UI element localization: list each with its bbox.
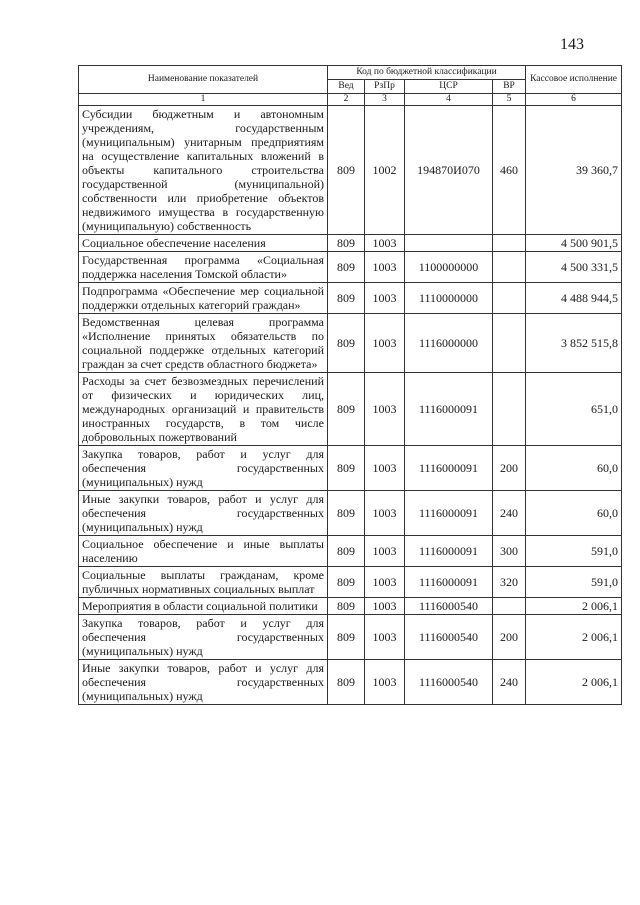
- amount-cell: 2 006,1: [526, 615, 622, 660]
- column-number: 6: [526, 94, 622, 106]
- vr-cell: 300: [493, 536, 526, 567]
- rzpr-cell: 1003: [365, 615, 405, 660]
- column-number-row: [79, 94, 622, 106]
- row-name-cell: Закупка товаров, работ и услуг для обеспечения государственных (муниципальных) нужд: [79, 446, 328, 491]
- row-name-cell: Ведомственная целевая программа «Исполнение принятых обязательств по социальной поддержке отдельных категорий граждан за счет средств областного бюджета»: [79, 314, 328, 373]
- rzpr-cell: 1003: [365, 446, 405, 491]
- table-row: [79, 615, 622, 660]
- vr-cell: [493, 252, 526, 283]
- table-row: [79, 567, 622, 598]
- ved-cell: 809: [328, 314, 365, 373]
- vr-cell: [493, 314, 526, 373]
- column-number: 3: [365, 94, 405, 106]
- row-name-cell: Субсидии бюджетным и автономным учреждениям, государственным (муниципальным) унитарным предприятиям на осуществление капитальных вложений в объекты капитального строительства государственной (муниципальной) собственности или приобретение объектов недвижимого имущества в государственную (муниципальную) собственность: [79, 106, 328, 235]
- rzpr-cell: 1003: [365, 598, 405, 615]
- table-row: [79, 283, 622, 314]
- vr-cell: 460: [493, 106, 526, 235]
- ved-cell: 809: [328, 106, 365, 235]
- csr-cell: 1110000000: [405, 283, 493, 314]
- row-name-cell: Иные закупки товаров, работ и услуг для обеспечения государственных (муниципальных) нужд: [79, 491, 328, 536]
- table-row: [79, 314, 622, 373]
- ved-cell: 809: [328, 567, 365, 598]
- amount-cell: 591,0: [526, 567, 622, 598]
- ved-cell: 809: [328, 252, 365, 283]
- rzpr-cell: 1003: [365, 567, 405, 598]
- column-number: 1: [79, 94, 328, 106]
- row-name-cell: Иные закупки товаров, работ и услуг для обеспечения государственных (муниципальных) нужд: [79, 660, 328, 705]
- row-name-cell: Социальные выплаты гражданам, кроме публичных нормативных социальных выплат: [79, 567, 328, 598]
- header-rzpr: РзПр: [365, 80, 405, 94]
- ved-cell: 809: [328, 283, 365, 314]
- vr-cell: [493, 283, 526, 314]
- csr-cell: 194870И070: [405, 106, 493, 235]
- rzpr-cell: 1003: [365, 660, 405, 705]
- header-name: Наименование показателей: [79, 66, 328, 94]
- header-csr: ЦСР: [405, 80, 493, 94]
- row-name-cell: Расходы за счет безвозмездных перечислений от физических и юридических лиц, международных организаций и правительств иностранных государств, в том числе добровольных пожертвований: [79, 373, 328, 446]
- budget-table: [78, 65, 622, 705]
- vr-cell: [493, 235, 526, 252]
- amount-cell: 4 500 901,5: [526, 235, 622, 252]
- table-row: [79, 660, 622, 705]
- ved-cell: 809: [328, 536, 365, 567]
- csr-cell: 1100000000: [405, 252, 493, 283]
- csr-cell: 1116000540: [405, 660, 493, 705]
- rzpr-cell: 1003: [365, 314, 405, 373]
- rzpr-cell: 1003: [365, 252, 405, 283]
- table-row: [79, 536, 622, 567]
- row-name-cell: Социальное обеспечение населения: [79, 235, 328, 252]
- vr-cell: 200: [493, 615, 526, 660]
- column-number: 4: [405, 94, 493, 106]
- ved-cell: 809: [328, 373, 365, 446]
- header-cash-execution: Кассовое исполнение: [526, 66, 622, 94]
- table-row: [79, 373, 622, 446]
- vr-cell: [493, 598, 526, 615]
- csr-cell: 1116000540: [405, 615, 493, 660]
- amount-cell: 591,0: [526, 536, 622, 567]
- amount-cell: 2 006,1: [526, 660, 622, 705]
- ved-cell: 809: [328, 446, 365, 491]
- header-classification-code: Код по бюджетной классификации: [328, 66, 526, 80]
- vr-cell: 240: [493, 491, 526, 536]
- ved-cell: 809: [328, 235, 365, 252]
- amount-cell: 39 360,7: [526, 106, 622, 235]
- amount-cell: 4 500 331,5: [526, 252, 622, 283]
- rzpr-cell: 1003: [365, 283, 405, 314]
- ved-cell: 809: [328, 660, 365, 705]
- rzpr-cell: 1003: [365, 373, 405, 446]
- vr-cell: 320: [493, 567, 526, 598]
- vr-cell: 240: [493, 660, 526, 705]
- amount-cell: 60,0: [526, 446, 622, 491]
- row-name-cell: Социальное обеспечение и иные выплаты населению: [79, 536, 328, 567]
- table-row: [79, 598, 622, 615]
- rzpr-cell: 1003: [365, 491, 405, 536]
- ved-cell: 809: [328, 598, 365, 615]
- column-number: 5: [493, 94, 526, 106]
- amount-cell: 3 852 515,8: [526, 314, 622, 373]
- column-number: 2: [328, 94, 365, 106]
- csr-cell: 1116000091: [405, 373, 493, 446]
- amount-cell: 651,0: [526, 373, 622, 446]
- rzpr-cell: 1003: [365, 536, 405, 567]
- csr-cell: 1116000091: [405, 446, 493, 491]
- header-ved: Вед: [328, 80, 365, 94]
- rzpr-cell: 1002: [365, 106, 405, 235]
- table-row: [79, 491, 622, 536]
- vr-cell: [493, 373, 526, 446]
- rzpr-cell: 1003: [365, 235, 405, 252]
- amount-cell: 60,0: [526, 491, 622, 536]
- csr-cell: 1116000091: [405, 491, 493, 536]
- csr-cell: 1116000540: [405, 598, 493, 615]
- csr-cell: 1116000091: [405, 567, 493, 598]
- row-name-cell: Мероприятия в области социальной политики: [79, 598, 328, 615]
- amount-cell: 2 006,1: [526, 598, 622, 615]
- header-vr: ВР: [493, 80, 526, 94]
- page-number: 143: [560, 36, 584, 53]
- table-row: [79, 235, 622, 252]
- row-name-cell: Государственная программа «Социальная поддержка населения Томской области»: [79, 252, 328, 283]
- csr-cell: 1116000091: [405, 536, 493, 567]
- amount-cell: 4 488 944,5: [526, 283, 622, 314]
- row-name-cell: Закупка товаров, работ и услуг для обеспечения государственных (муниципальных) нужд: [79, 615, 328, 660]
- row-name-cell: Подпрограмма «Обеспечение мер социальной поддержки отдельных категорий граждан»: [79, 283, 328, 314]
- csr-cell: [405, 235, 493, 252]
- vr-cell: 200: [493, 446, 526, 491]
- table-row: [79, 106, 622, 235]
- ved-cell: 809: [328, 615, 365, 660]
- table-body: [79, 106, 622, 705]
- table-row: [79, 446, 622, 491]
- csr-cell: 1116000000: [405, 314, 493, 373]
- ved-cell: 809: [328, 491, 365, 536]
- table-row: [79, 252, 622, 283]
